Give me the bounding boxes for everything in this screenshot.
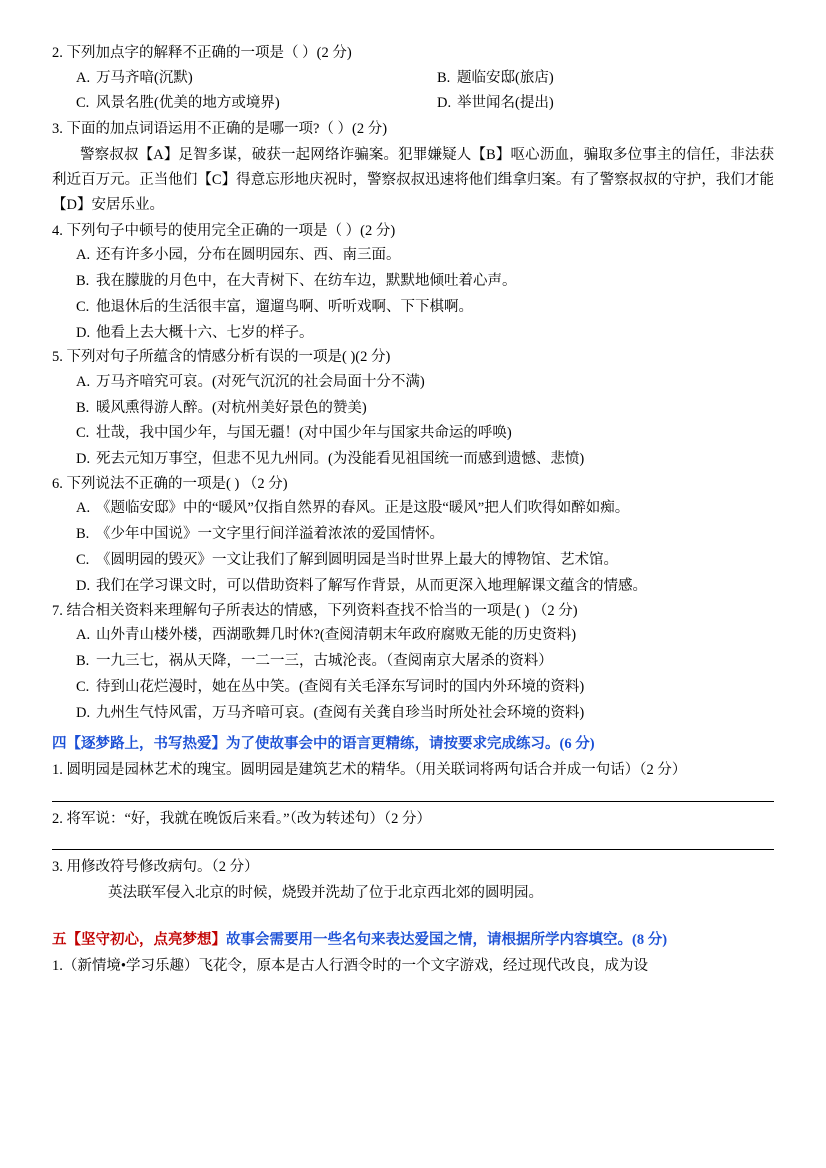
option-text: 题临安邸(旅店) xyxy=(457,70,554,87)
option-c[interactable] xyxy=(52,675,774,701)
option-text: 死去元知万事空，但悲不见九州同。(为没能看见祖国统一而感到遗憾、悲愤) xyxy=(96,451,585,468)
option-c[interactable] xyxy=(52,91,413,116)
option-group xyxy=(52,66,774,116)
question-stem: 4. 下列句子中顿号的使用完全正确的一项是（ ）(2 分) xyxy=(52,222,396,239)
option-label: A. xyxy=(76,247,91,264)
option-label: C. xyxy=(76,95,90,112)
answer-blank-line[interactable] xyxy=(52,801,774,802)
option-label: B. xyxy=(76,526,90,543)
option-group xyxy=(52,496,774,599)
option-label: B. xyxy=(76,399,90,416)
option-group xyxy=(52,370,774,473)
question-stem: 6. 下列说法不正确的一项是( ) （2 分) xyxy=(52,476,288,492)
spacer xyxy=(52,908,774,922)
option-text: 一九三七，祸从天降，一二一三，古城沦丧。（查阅南京大屠杀的资料） xyxy=(96,652,553,669)
option-text: 山外青山楼外楼，西湖歌舞几时休?(查阅清朝末年政府腐败无能的历史资料) xyxy=(96,627,577,644)
option-label: D. xyxy=(437,95,452,112)
option-text: 他退休后的生活很丰富，遛遛鸟啊、听听戏啊、下下棋啊。 xyxy=(96,298,473,315)
section-five-heading-prefix: 五【坚守初心，点亮梦想】 xyxy=(52,931,226,948)
option-group xyxy=(52,243,774,346)
sentence-to-fix: 英法联军侵入北京的时候，烧毁并洗劫了位于北京西北郊的圆明园。 xyxy=(108,884,543,901)
section-four-heading: 四【逐梦路上，书写热爱】为了使故事会中的语言更精练，请按要求完成练习。(6 分) xyxy=(52,736,595,753)
option-label: D. xyxy=(76,324,91,341)
question-block-q3 xyxy=(52,118,774,217)
section-five xyxy=(52,928,774,978)
question-stem: 7. 结合相关资料来理解句子所表达的情感，下列资料查找不恰当的一项是( ) （2 分) xyxy=(52,602,578,619)
section-five-heading-rest: 故事会需要用一些名句来表达爱国之情，请根据所学内容填空。(8 分) xyxy=(226,931,668,948)
option-b[interactable] xyxy=(413,66,774,91)
option-label: B. xyxy=(76,652,90,669)
option-label: B. xyxy=(76,272,90,289)
section-four xyxy=(52,732,774,905)
option-d[interactable] xyxy=(52,447,774,473)
option-d[interactable] xyxy=(52,574,774,600)
option-text: 待到山花烂漫时，她在丛中笑。(查阅有关毛泽东写词时的国内外环境的资料) xyxy=(96,678,585,695)
option-label: B. xyxy=(437,70,451,87)
option-text: 《题临安邸》中的“暖风”仅指自然界的春风。正是这股“暖风”把人们吹得如醉如痴。 xyxy=(96,500,630,517)
option-text: 风景名胜(优美的地方或境界) xyxy=(96,95,280,112)
option-label: C. xyxy=(76,678,90,695)
option-a[interactable] xyxy=(52,496,774,522)
option-b[interactable] xyxy=(52,269,774,295)
option-label: D. xyxy=(76,704,91,721)
option-text: 《少年中国说》一文字里行间洋溢着浓浓的爱国情怀。 xyxy=(96,526,444,543)
option-text: 《圆明园的毁灭》一文让我们了解到圆明园是当时世界上最大的博物馆、艺术馆。 xyxy=(96,552,618,569)
option-label: C. xyxy=(76,552,90,569)
option-label: D. xyxy=(76,577,91,594)
option-text: 还有许多小园，分布在圆明园东、西、南三面。 xyxy=(96,247,401,264)
question-stem: 3. 下面的加点词语运用不正确的是哪一项?（ ）(2 分) xyxy=(52,121,388,138)
option-d[interactable] xyxy=(52,321,774,347)
option-group xyxy=(52,623,774,726)
option-d[interactable] xyxy=(413,91,774,116)
question-block-q6 xyxy=(52,473,774,600)
option-label: C. xyxy=(76,298,90,315)
section-four-item-3: 3. 用修改符号修改病句。（2 分） xyxy=(52,859,259,876)
option-c[interactable] xyxy=(52,295,774,321)
option-a[interactable] xyxy=(52,66,413,91)
option-label: D. xyxy=(76,451,91,468)
option-b[interactable] xyxy=(52,396,774,422)
option-text: 九州生气恃风雷，万马齐喑可哀。(查阅有关龚自珍当时所处社会环境的资料) xyxy=(96,704,585,721)
question-block-q5 xyxy=(52,346,774,473)
option-label: A. xyxy=(76,627,91,644)
option-d[interactable] xyxy=(52,701,774,727)
option-b[interactable] xyxy=(52,649,774,675)
section-five-item-1: 1.（新情境•学习乐趣）飞花令，原本是古人行酒令时的一个文字游戏，经过现代改良，成为设 xyxy=(52,957,648,974)
option-text: 万马齐喑究可哀。(对死气沉沉的社会局面十分不满) xyxy=(96,373,425,390)
section-four-item-2: 2. 将军说：“好，我就在晚饭后来看。”（改为转述句）（2 分） xyxy=(52,810,431,827)
option-a[interactable] xyxy=(52,243,774,269)
option-text: 举世闻名(提出) xyxy=(457,95,554,112)
answer-blank-line[interactable] xyxy=(52,849,774,850)
option-a[interactable] xyxy=(52,623,774,649)
option-c[interactable] xyxy=(52,548,774,574)
question-block-q7 xyxy=(52,600,774,727)
option-label: A. xyxy=(76,373,91,390)
option-label: A. xyxy=(76,70,91,87)
question-stem: 2. 下列加点字的解释不正确的一项是（ ）(2 分) xyxy=(52,45,352,61)
section-four-item-1: 1. 圆明园是园林艺术的瑰宝。圆明园是建筑艺术的精华。（用关联词将两句话合并成一句话）（2 分） xyxy=(52,762,687,779)
option-text: 壮哉，我中国少年，与国无疆！(对中国少年与国家共命运的呼唤) xyxy=(96,425,512,442)
option-b[interactable] xyxy=(52,522,774,548)
question-stem: 5. 下列对句子所蕴含的情感分析有误的一项是( )(2 分) xyxy=(52,349,391,366)
question-block-q4 xyxy=(52,220,774,347)
question-block-q2 xyxy=(52,42,774,116)
option-text: 他看上去大概十六、七岁的样子。 xyxy=(96,324,314,341)
option-text: 暖风熏得游人醉。(对杭州美好景色的赞美) xyxy=(96,399,367,416)
question-passage: 警察叔叔【A】足智多谋，破获一起网络诈骗案。犯罪嫌疑人【B】呕心沥血，骗取多位事主的信任，非法获利近百万元。正当他们【C】得意忘形地庆祝时，警察叔叔迅速将他们缉拿归案。有了警察叔叔的守护，我们才能【D】安居乐业。 xyxy=(52,146,774,213)
option-text: 万马齐喑(沉默) xyxy=(96,70,193,87)
option-c[interactable] xyxy=(52,421,774,447)
option-text: 我在朦胧的月色中，在大青树下、在纺车边，默默地倾吐着心声。 xyxy=(96,272,517,289)
option-text: 我们在学习课文时，可以借助资料了解写作背景，从而更深入地理解课文蕴含的情感。 xyxy=(96,577,647,594)
option-label: A. xyxy=(76,500,91,517)
option-label: C. xyxy=(76,425,90,442)
section-five-heading xyxy=(52,928,774,953)
option-a[interactable] xyxy=(52,370,774,396)
